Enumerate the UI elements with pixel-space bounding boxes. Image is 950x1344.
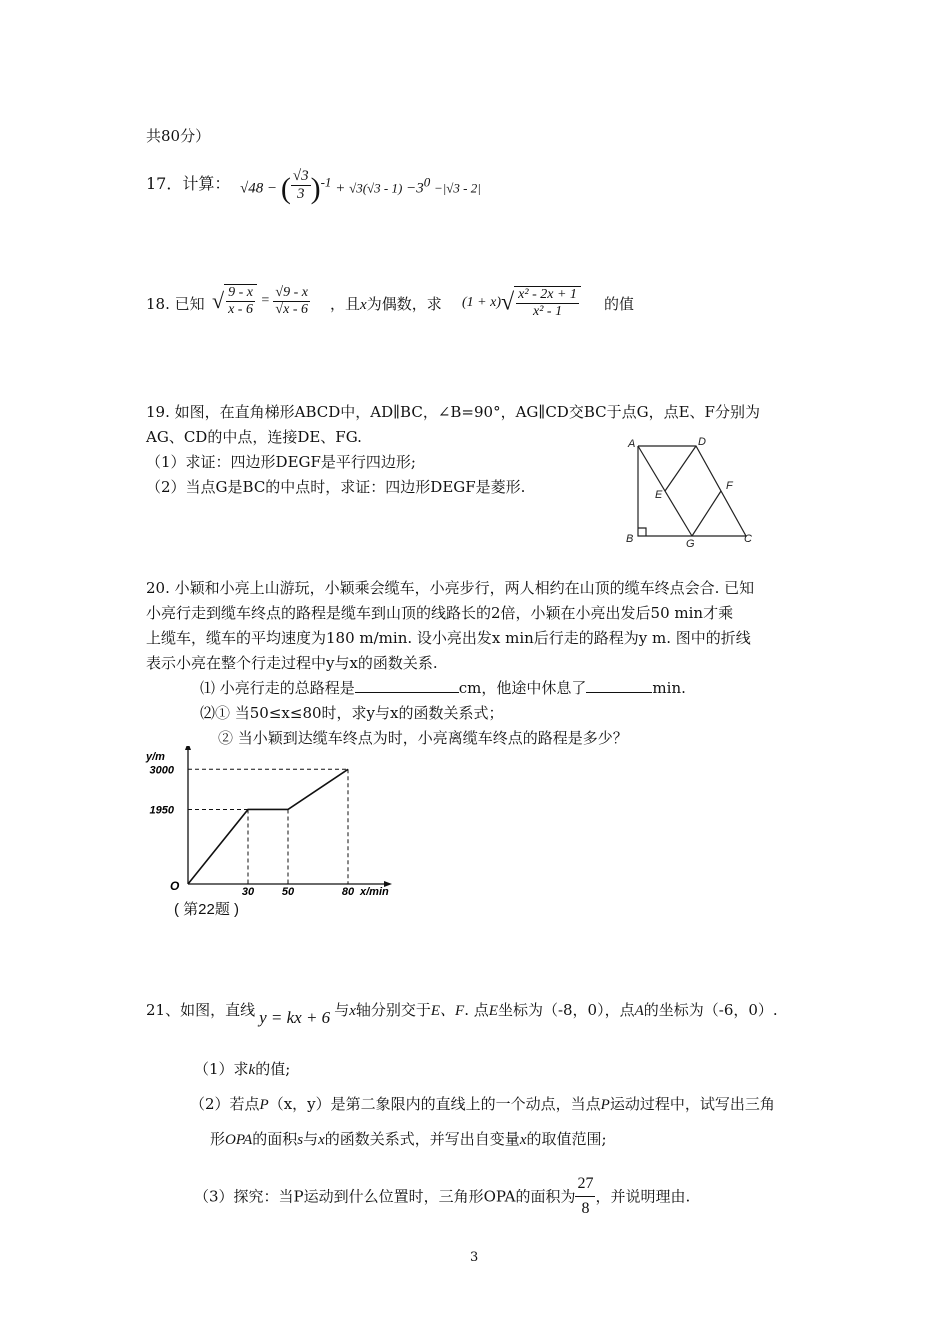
- q18-condition: ，且x为偶数，求: [330, 295, 442, 313]
- q18-label: 18. 已知: [146, 295, 205, 313]
- q17-minus: −: [266, 180, 278, 197]
- q20-sub2b: ② 当小颖到达缆车终点为时，小亮离缆车终点的路程是多少？: [218, 729, 628, 747]
- q21-equation: y = kx + 6: [259, 1008, 331, 1027]
- q17-fraction: $\frac{√3}{3}$: [292, 167, 309, 202]
- segment-fg: [692, 491, 721, 536]
- q18-tail: 的值: [604, 295, 635, 313]
- label-c: C: [744, 533, 752, 545]
- q21-sub2-line2: 形OPA的面积s与x的函数关系式，并写出自变量x的取值范围;: [210, 1130, 607, 1148]
- q21-sub1: （1）求k的值;: [194, 1060, 291, 1078]
- q17-term-sqrt48: √48: [240, 180, 264, 197]
- x-axis-label: x/min: [360, 886, 389, 898]
- origin-label: O: [170, 879, 180, 893]
- x-tick-label-80: 80: [341, 886, 355, 898]
- q21-line1: 21、如图，直线 y = kx + 6 与x轴分别交于E、F. 点E坐标为（-8，0），点A的坐标为（-6，0）.: [146, 1001, 778, 1027]
- q21-sub3: （3）探究：当P运动到什么位置时，三角形OPA的面积为 $\frac{27}{8}$ ，并说明理由.: [194, 1172, 690, 1221]
- q20-sub1: ⑴ 小亮行走的总路程是 cm，他途中休息了 min.: [200, 676, 686, 700]
- y-axis-label: y/m: [146, 751, 165, 763]
- q20-line4: 表示小亮在整个行走过程中y与x的函数关系.: [146, 654, 438, 672]
- label-e: E: [655, 489, 663, 501]
- q17-expression: √48 − ( $\frac{√3}{3}$ )$^{-1} + √3(√3 - 1) -3^0 -|√3 - 2|$: [240, 167, 481, 205]
- q17-exponent: -1: [320, 174, 332, 190]
- q17-plus: +: [335, 180, 346, 197]
- label-g: G: [686, 538, 695, 550]
- q20-line1: 20. 小颖和小亮上山游玩，小颖乘会缆车，小亮步行，两人相约在山顶的缆车终点会合. 已知: [146, 579, 755, 597]
- q18-rhs: $\frac{√9 - x}{√x - 6}$: [275, 284, 308, 317]
- q19-line2: AG、CD的中点，连接DE、FG.: [146, 428, 362, 446]
- q20-line-chart: [136, 746, 406, 906]
- q17-term-c: −3: [406, 180, 424, 197]
- x-tick-label-50: 50: [281, 886, 295, 898]
- series-line: [188, 769, 348, 884]
- q21-sub2-line1: （2）若点P（x，y）是第二象限内的直线上的一个动点，当点P运动过程中，试写出三角: [190, 1095, 775, 1113]
- q20-line3: 上缆车，缆车的平均速度为180 m/min. 设小亮出发x min后行走的路程为y m. 图中的折线: [146, 629, 751, 647]
- q17-exponent-zero: 0: [423, 174, 431, 190]
- q20-sub2a: ⑵① 当50≤x≤80时，求y与x的函数关系式；: [200, 704, 504, 722]
- page-number: 3: [470, 1250, 479, 1265]
- q20-chart-caption: ( 第22题 ): [174, 901, 240, 918]
- q19-line1: 19. 如图，在直角梯形ABCD中，AD∥BC，∠B=90°，AG∥CD交BC于点G，点E、F分别为: [146, 403, 760, 421]
- label-a: A: [628, 438, 636, 450]
- q18-lhs: $\frac{9 - x}{x - 6}$: [224, 284, 257, 318]
- y-tick-label-3000: 3000: [149, 764, 174, 777]
- q18-target-expression: (1 + x)√ $\frac{\text{x² - 2x + 1}}{\text{x² - 1}}$: [462, 286, 581, 320]
- label-d: D: [698, 436, 706, 448]
- q20-line2: 小亮行走到缆车终点的路程是缆车到山顶的线路长的2倍，小颖在小亮出发后50 min才乘: [146, 604, 734, 622]
- label-b: B: [626, 533, 634, 545]
- y-tick-label-1950: 1950: [149, 804, 174, 817]
- q19-sub1: （1）求证：四边形DEGF是平行四边形;: [146, 453, 416, 471]
- label-f: F: [726, 480, 733, 492]
- q21-fraction: $\frac{27}{8}$: [575, 1172, 595, 1221]
- right-angle-mark: [638, 528, 646, 536]
- q19-trapezoid-figure: [620, 432, 760, 550]
- q18-equation: √ $\frac{9 - x}{x - 6}$ = $\frac{√9 - x}{√x - 6}$: [212, 284, 308, 317]
- q17-label: 17．计算：: [146, 174, 231, 193]
- q18-equals: =: [260, 293, 270, 309]
- segment-de: [665, 446, 696, 491]
- section-header-fragment: 共80分）: [146, 127, 211, 145]
- q17-term-d: −|√3 - 2|: [433, 180, 481, 196]
- x-tick-label-30: 30: [241, 886, 255, 898]
- q17-term-b: √3(√3 - 1): [349, 180, 403, 196]
- q19-sub2: （2）当点G是BC的中点时，求证：四边形DEGF是菱形.: [146, 478, 526, 496]
- y-axis-arrow: [185, 746, 191, 750]
